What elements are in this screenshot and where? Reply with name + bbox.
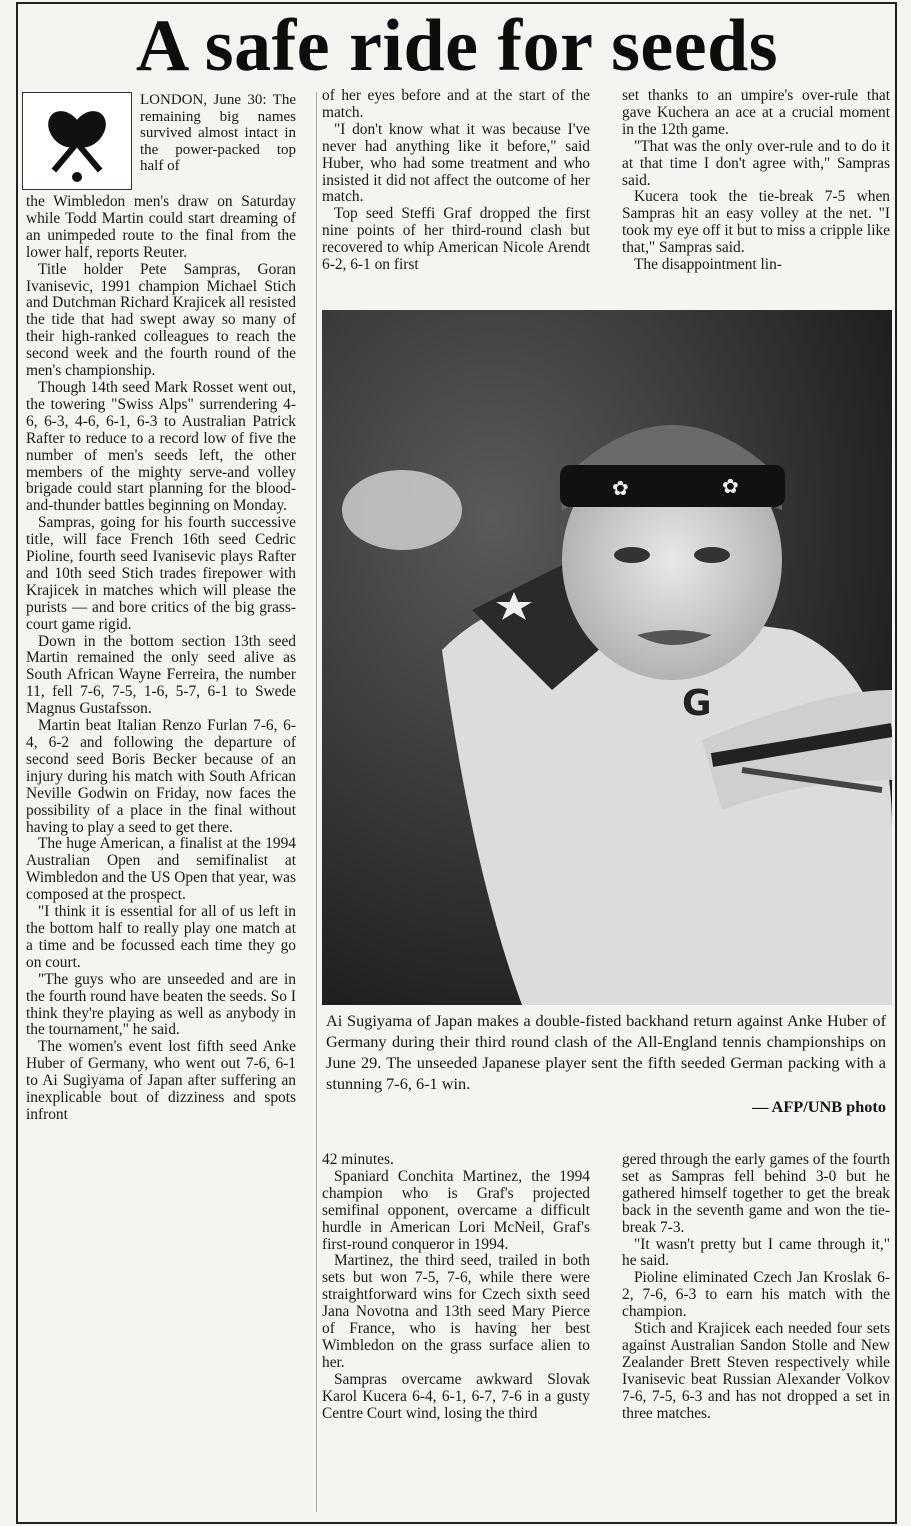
article-column-2-bottom — [322, 1152, 590, 1518]
paragraph: Stich and Krajicek each needed four sets against Australian Sandon Stolle and New Zealander Brett Steven respectively while Ivanisevic beat Russian Alexander Volkov 7-6, 7-5, 6-3 and has not dropped a set in three matches. — [622, 1320, 890, 1422]
paragraph: "That was the only over-rule and to do it at that time I don't agree with," Sampras said. — [622, 137, 890, 189]
tennis-player-photo — [322, 310, 892, 1005]
dateline-wrap — [140, 92, 296, 192]
crossed-tennis-rackets-icon — [22, 92, 132, 190]
paragraph: Title holder Pete Sampras, Goran Ivanisevic, 1991 champion Michael Stich and Dutchman Richard Krajicek all resisted the tide that had swept away so many of their high-ranked colleagues to reach the second week and the fourth round of the men's championship. — [26, 260, 296, 380]
article-column-3-top — [622, 88, 890, 308]
paragraph: set thanks to an umpire's over-rule that gave Kuchera an ace at a crucial moment in the 12th game. — [622, 88, 890, 138]
paragraph: Sampras overcame awkward Slovak Karol Kucera 6-4, 6-1, 6-7, 7-6 in a gusty Centre Court wind, losing the third — [322, 1370, 590, 1422]
paragraph: Though 14th seed Mark Rosset went out, the towering "Swiss Alps" surrendering 4-6, 6-3, 4-6, 6-1, 6-3 to Australian Patrick Rafter to reduce to a record low of five the number of men's seeds left, the other members of the mighty serve-and volley brigade could start planning for the blood-and-thunder battles beginning on Monday. — [26, 378, 296, 515]
svg-text:G: G — [682, 683, 712, 724]
paragraph: Martinez, the third seed, trailed in both sets but won 7-5, 7-6, while there were straightforward wins for Czech sixth seed Jana Novotna and 13th seed Mary Pierce of France, who is having her best Wimbledon on the grass surface alien to her. — [322, 1252, 590, 1371]
paragraph: 42 minutes. — [322, 1152, 394, 1168]
paragraph: Pioline eliminated Czech Jan Kroslak 6-2, 7-6, 6-3 to earn his match with the champion. — [622, 1269, 890, 1321]
paragraph: "I think it is essential for all of us left in the bottom half to really play one match at a time and be focussed each time they go on court. — [26, 903, 296, 971]
paragraph: The disappointment lin- — [634, 256, 782, 274]
paragraph: "The guys who are unseeded and are in the fourth round have beaten the seeds. So I think they're playing as well as anybody in the tournament," he said. — [26, 970, 296, 1039]
border-bottom — [16, 1522, 897, 1524]
paragraph: Down in the bottom section 13th seed Martin remained the only seed alive as South African Wayne Ferreira, the number 11, fell 7-6, 7-5, 1-6, 5-7, 6-1 to Swede Magnus Gustafsson. — [26, 632, 296, 718]
paragraph: The women's event lost fifth seed Anke Huber of Germany, who went out 7-6, 6-1 to Ai Sugiyama of Japan after suffering an inexplicable bout of dizziness and spots infront — [26, 1038, 296, 1123]
paragraph: Martin beat Italian Renzo Furlan 7-6, 6-4, 6-2 and following the departure of second seed Boris Becker because of an injury during his match with South African Neville Godwin on Friday, now faces the possibility of a place in the final without having to play a seed to get there. — [26, 717, 296, 836]
paragraph: Kucera took the tie-break 7-5 when Sampras hit an easy volley at the net. "I took my eye off it but to miss a cripple like that," Sampras said. — [622, 188, 890, 257]
paragraph: "It wasn't pretty but I came through it," he said. — [622, 1235, 890, 1270]
column-divider — [316, 92, 317, 1512]
photo-credit: — AFP/UNB photo — [752, 1097, 886, 1116]
dateline-text: LONDON, June 30: The remaining big names survived almost intact in the power-packed top half of — [140, 92, 296, 174]
border-right — [895, 2, 897, 1524]
article-column-1 — [26, 194, 296, 1520]
headline: A safe ride for seeds — [135, 5, 779, 87]
svg-text:✿: ✿ — [612, 476, 629, 500]
svg-text:✿: ✿ — [722, 474, 739, 498]
paragraph: Spaniard Conchita Martinez, the 1994 champion who is Graf's projected semifinal opponent, overcame a difficult hurdle in American Lori McNeil, Graf's first-round conqueror in 1994. — [322, 1167, 590, 1253]
photo-caption — [326, 1010, 886, 1140]
article-column-2-top — [322, 88, 590, 308]
paragraph: The huge American, a finalist at the 1994 Australian Open and semifinalist at Wimbledon and the US Open that year, was composed at the prospect. — [26, 835, 296, 904]
paragraph: the Wimbledon men's draw on Saturday while Todd Martin could start dreaming of an unimpeded route to the final from the lower half, reports Reuter. — [26, 194, 296, 261]
paragraph: "I don't know what it was because I've never had anything like it before," said Huber, who had some treatment and who insisted it did not affect the outcome of her match. — [322, 120, 590, 206]
paragraph: of her eyes before and at the start of the match. — [322, 88, 590, 121]
paragraph: gered through the early games of the fourth set as Sampras fell behind 3-0 but he gathered himself together to get the break back in the seventh game and won the tie-break 7-3. — [622, 1152, 890, 1236]
paragraph: Top seed Steffi Graf dropped the first nine points of her third-round clash but recovered to whip American Nicole Arendt 6-2, 6-1 on first — [322, 205, 590, 274]
caption-text: Ai Sugiyama of Japan makes a double-fisted backhand return against Anke Huber of Germany during their third round clash of the All-England tennis championships on June 29. The unseeded Japanese player sent the fifth seeded German packing with a stunning 7-6, 6-1 win. — [326, 1011, 886, 1093]
paragraph: Sampras, going for his fourth successive title, will face French 16th seed Cedric Pioline, fourth seed Ivanisevic plays Rafter and 10th seed Stich trades firepower with Krajicek in matches which will please the purists — and bore critics of the big grass-court game rigid. — [26, 514, 296, 633]
article-column-3-bottom — [622, 1152, 890, 1518]
border-left — [16, 2, 18, 1524]
